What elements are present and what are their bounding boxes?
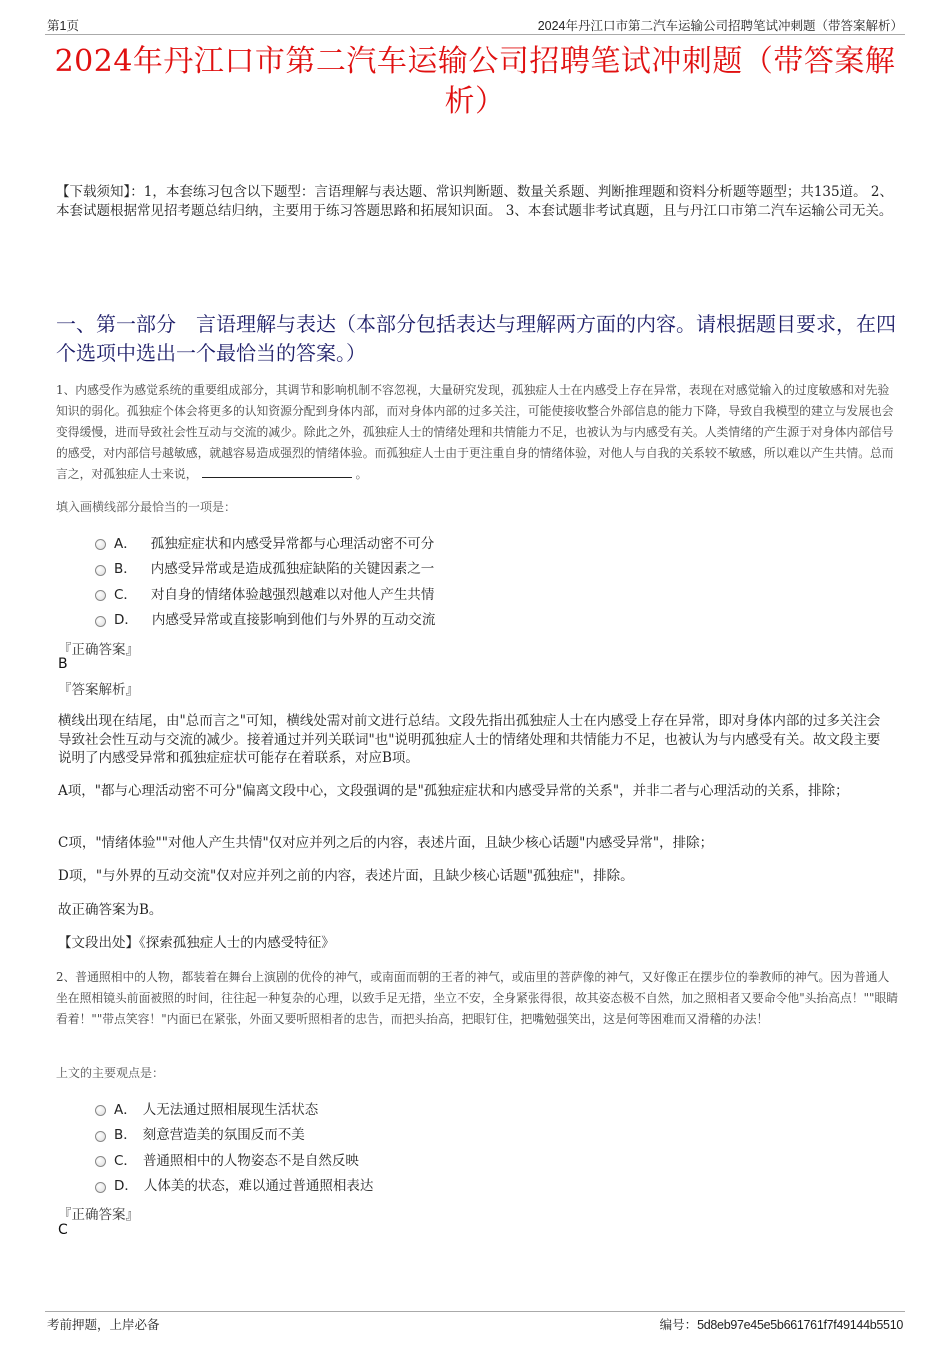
radio-icon[interactable]	[95, 1105, 106, 1116]
option-d[interactable]	[95, 1172, 373, 1198]
code-value: 5d8eb97e45e5b661761f7f49144b5510	[697, 1318, 903, 1332]
option-a[interactable]	[95, 529, 435, 555]
title-line-1: 2024年丹江口市第二汽车运输公司招聘笔试冲刺题（带答案解	[54, 44, 896, 79]
option-c[interactable]	[95, 1146, 373, 1172]
title-line-2: 析）	[444, 84, 506, 119]
analysis-label: 『答案解析』	[58, 682, 139, 698]
correct-answer-label: 『正确答案』	[58, 1207, 139, 1223]
code-label: 编号：	[659, 1318, 698, 1332]
option-letter: B．	[114, 1127, 137, 1144]
option-b[interactable]	[95, 1121, 373, 1147]
header-doc-title: 2024年丹江口市第二汽车运输公司招聘笔试冲刺题（带答案解析）	[537, 19, 903, 33]
option-text: 普通照相中的人物姿态不是自然反映	[142, 1152, 359, 1169]
option-d[interactable]	[95, 606, 435, 632]
option-letter: B．	[114, 561, 137, 578]
radio-icon[interactable]	[95, 1156, 106, 1167]
analysis-conclusion: 故正确答案为B。	[58, 902, 163, 918]
option-text: 人体美的状态，难以通过普通照相表达	[143, 1178, 374, 1195]
analysis-option-a: A项，"都与心理活动密不可分"偏离文段中心，文段强调的是"孤独症症状和内感受异常的关系"，并非二者与心理活动的关系，排除；	[58, 783, 849, 799]
page-footer	[45, 1311, 905, 1332]
question-1-stem-end: 。	[355, 467, 368, 481]
fill-in-blank	[202, 465, 352, 478]
radio-icon[interactable]	[95, 590, 106, 601]
question-1-stem	[56, 380, 901, 485]
option-b[interactable]	[95, 555, 435, 581]
radio-icon[interactable]	[95, 1182, 106, 1193]
document-title	[45, 42, 905, 122]
correct-answer: C	[58, 1222, 68, 1238]
correct-answer: B	[58, 656, 68, 672]
radio-icon[interactable]	[95, 616, 106, 627]
question-1-options	[95, 529, 435, 631]
analysis-option-c: C项，"情绪体验""对他人产生共情"仅对应并列之后的内容，表述片面，且缺少核心话题"内感受异常"，排除；	[58, 835, 714, 851]
footer-slogan: 考前押题，上岸必备	[47, 1318, 160, 1332]
radio-icon[interactable]	[95, 539, 106, 550]
analysis-option-d: D项，"与外界的互动交流"仅对应并列之前的内容，表述片面，且缺少核心话题"孤独症"，排除。	[58, 868, 634, 884]
option-letter: D．	[114, 1178, 138, 1195]
correct-answer-label: 『正确答案』	[58, 642, 139, 658]
question-2-stem: 2、普通照相中的人物，都装着在舞台上演剧的优伶的神气，或南面而朝的王者的神气，或庙里的菩萨像的神气，又好像正在摆步位的拳教师的神气。因为普通人坐在照相镜头前面被照的时间，往往起一种复杂的心理，以致手足无措，坐立不安，全身紧张得很，故其姿态极不自然，加之照相者又要命令他"头抬高点！""眼睛看着！""带点笑容！"内面已在紧张，外面又要听照相者的忠告，而把头抬高，把眼钉住，把嘴勉强笑出，这是何等困难而又滑稽的办法！	[56, 970, 899, 1026]
question-2-prompt: 上文的主要观点是：	[56, 1066, 165, 1080]
document-code	[660, 1315, 903, 1333]
question-1-prompt: 填入画横线部分最恰当的一项是：	[56, 500, 237, 514]
option-text: 内感受异常或直接影响到他们与外界的互动交流	[151, 612, 436, 629]
option-letter: A．	[114, 1101, 137, 1118]
option-letter: C．	[114, 586, 137, 603]
radio-icon[interactable]	[95, 1131, 106, 1142]
section-heading: 一、第一部分 言语理解与表达（本部分包括表达与理解两方面的内容。请根据题目要求，在四个选项中选出一个最恰当的答案。）	[56, 312, 896, 365]
page-number: 第1页	[47, 19, 79, 33]
passage-source: 【文段出处】《探索孤独症人士的内感受特征》	[58, 935, 335, 951]
option-text: 孤独症症状和内感受异常都与心理活动密不可分	[150, 535, 435, 552]
download-notice: 【下载须知】：1，本套练习包含以下题型：言语理解与表达题、常识判断题、数量关系题、判断推理题和资料分析题等题型；共135道。 2、本套试题根据常见招考题总结归纳，主要用于练习答题思路和拓展知识面。 3、本套试题非考试真题，且与丹江口市第二汽车运输公司无关。	[56, 184, 893, 219]
analysis-paragraph: 横线出现在结尾，由"总而言之"可知，横线处需对前文进行总结。文段先指出孤独症人士在内感受上存在异常，即对身体内部的过多关注会导致社会性互动与交流的减少。接着通过并列关联词"也"说明孤独症人士的情绪处理和共情能力不足，也被认为与内感受有关。故文段主要说明了内感受异常和孤独症症状可能存在着联系，对应B项。	[58, 713, 881, 766]
page-header	[45, 14, 905, 35]
option-text: 人无法通过照相展现生活状态	[142, 1101, 319, 1118]
option-text: 刻意营造美的氛围反而不美	[142, 1127, 305, 1144]
radio-icon[interactable]	[95, 565, 106, 576]
option-letter: D．	[114, 612, 138, 629]
option-letter: A．	[114, 535, 137, 552]
option-letter: C．	[114, 1152, 137, 1169]
question-1-text: 1、内感受作为感觉系统的重要组成部分，其调节和影响机制不容忽视，大量研究发现，孤独症人士在内感受上存在异常，表现在对感觉输入的过度敏感和对先验知识的弱化。孤独症个体会将更多的认知资源分配到身体内部，而对身体内部的过多关注，可能使接收整合外部信息的能力下降，导致自我模型的建立与发展也会变得缓慢，进而导致社会性互动与交流的减少。除此之外，孤独症人士的情绪处理和共情能力不足，也被认为与内感受有关。人类情绪的产生源于对身体内部信号的感受，对内部信号越敏感，就越容易造成强烈的情绪体验。而孤独症人士由于更注重自身的情绪体验，对他人与自我的关系较不敏感，所以难以产生共情。总而言之，对孤独症人士来说，	[56, 383, 894, 481]
option-a[interactable]	[95, 1095, 373, 1121]
option-text: 对自身的情绪体验越强烈越难以对他人产生共情	[150, 586, 435, 603]
question-2-options	[95, 1095, 373, 1197]
option-text: 内感受异常或是造成孤独症缺陷的关键因素之一	[150, 561, 435, 578]
option-c[interactable]	[95, 580, 435, 606]
